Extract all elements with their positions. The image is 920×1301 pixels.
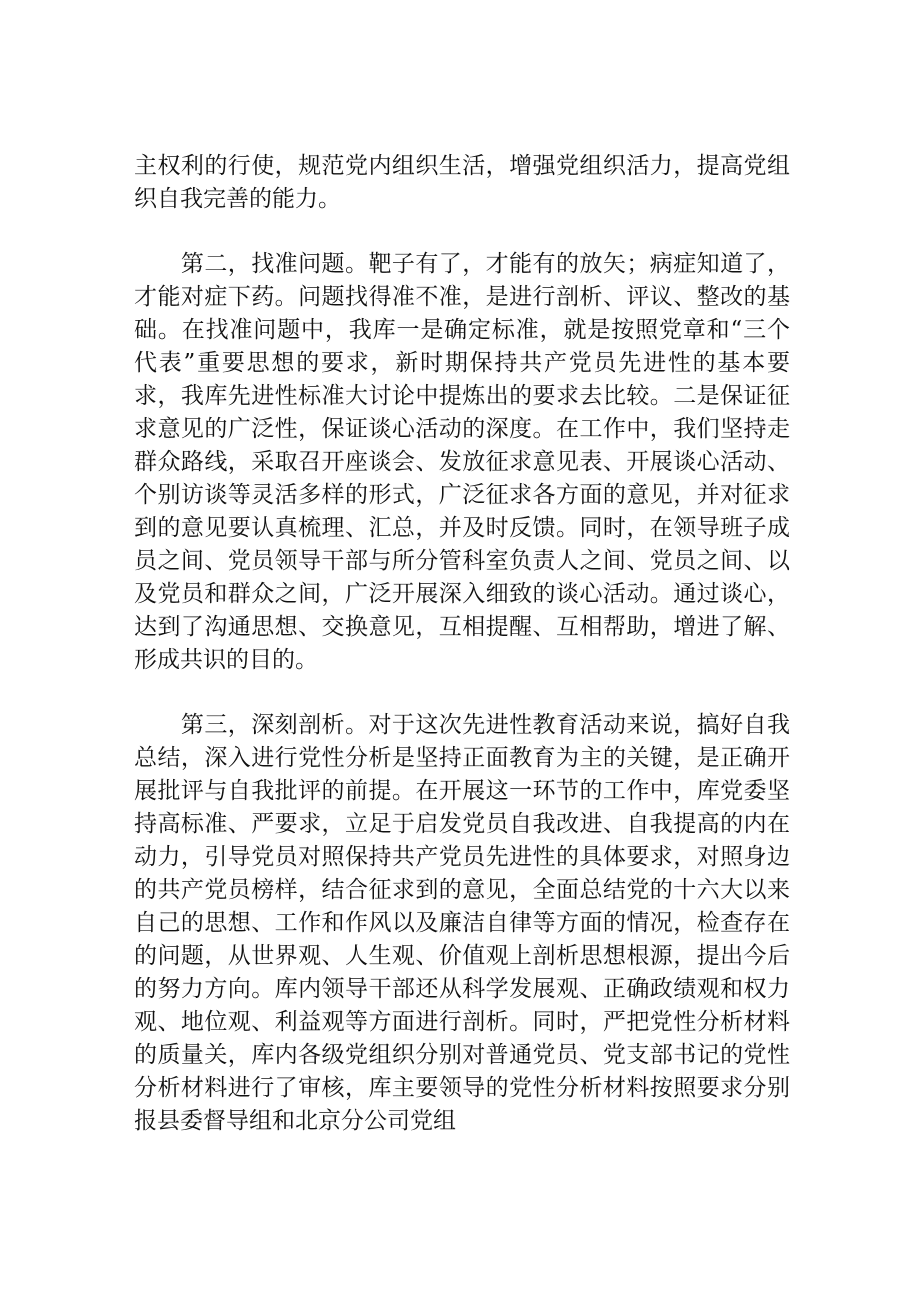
text-line: 持高标准、严要求，立足于启发党员自我改进、自我提高的内在 (134, 811, 790, 837)
text-line: 的问题，从世界观、人生观、价值观上剖析思想根源，提出今后 (134, 943, 790, 969)
text-line: 的共产党员榜样，结合征求到的意见，全面总结党的十六大以来 (134, 877, 790, 903)
text-line: 求，我库先进性标准大讨论中提炼出的要求去比较。二是保证征 (134, 383, 790, 409)
text-line: 达到了沟通思想、交换意见，互相提醒、互相帮助，增进了解、 (134, 614, 790, 640)
text-line: 到的意见要认真梳理、汇总，并及时反馈。同时，在领导班子成 (134, 515, 790, 541)
text-line: 主权利的行使，规范党内组织生活，增强党组织活力，提高党组 (134, 153, 790, 179)
text-line: 的质量关，库内各级党组织分别对普通党员、党支部书记的党性 (134, 1042, 790, 1068)
document-body (134, 150, 790, 1170)
text-line: 展批评与自我批评的前提。在开展这一环节的工作中，库党委坚 (134, 778, 790, 804)
paragraph-3 (134, 709, 790, 1138)
text-line: 观、地位观、利益观等方面进行剖析。同时，严把党性分析材料 (134, 1009, 790, 1035)
text-line: 分析材料进行了审核，库主要领导的党性分析材料按照要求分别 (134, 1075, 790, 1101)
text-line: 代表”重要思想的要求，新时期保持共产党员先进性的基本要 (134, 350, 790, 376)
text-line: 的努力方向。库内领导干部还从科学发展观、正确政绩观和权力 (134, 976, 790, 1002)
text-line: 础。在找准问题中，我库一是确定标准，就是按照党章和“三个 (134, 317, 790, 343)
text-line: 报县委督导组和北京分公司党组 (134, 1108, 456, 1134)
text-line: 第二，找准问题。靶子有了，才能有的放矢；病症知道了， (134, 251, 790, 277)
text-line: 才能对症下药。问题找得准不准，是进行剖析、评议、整改的基 (134, 284, 790, 310)
text-line: 第三，深刻剖析。对于这次先进性教育活动来说，搞好自我 (134, 712, 790, 738)
text-line: 自己的思想、工作和作风以及廉洁自律等方面的情况，检查存在 (134, 910, 790, 936)
text-line: 总结，深入进行党性分析是坚持正面教育为主的关键，是正确开 (134, 745, 790, 771)
paragraph-2 (134, 248, 790, 677)
text-line: 及党员和群众之间，广泛开展深入细致的谈心活动。通过谈心， (134, 581, 790, 607)
text-line: 群众路线，采取召开座谈会、发放征求意见表、开展谈心活动、 (134, 449, 790, 475)
text-line: 织自我完善的能力。 (134, 186, 341, 212)
text-line: 形成共识的目的。 (134, 647, 318, 673)
text-line: 求意见的广泛性，保证谈心活动的深度。在工作中，我们坚持走 (134, 416, 790, 442)
paragraph-1 (134, 150, 790, 216)
text-line: 员之间、党员领导干部与所分管科室负责人之间、党员之间、以 (134, 548, 790, 574)
text-line: 动力，引导党员对照保持共产党员先进性的具体要求，对照身边 (134, 844, 790, 870)
text-line: 个别访谈等灵活多样的形式，广泛征求各方面的意见，并对征求 (134, 482, 790, 508)
